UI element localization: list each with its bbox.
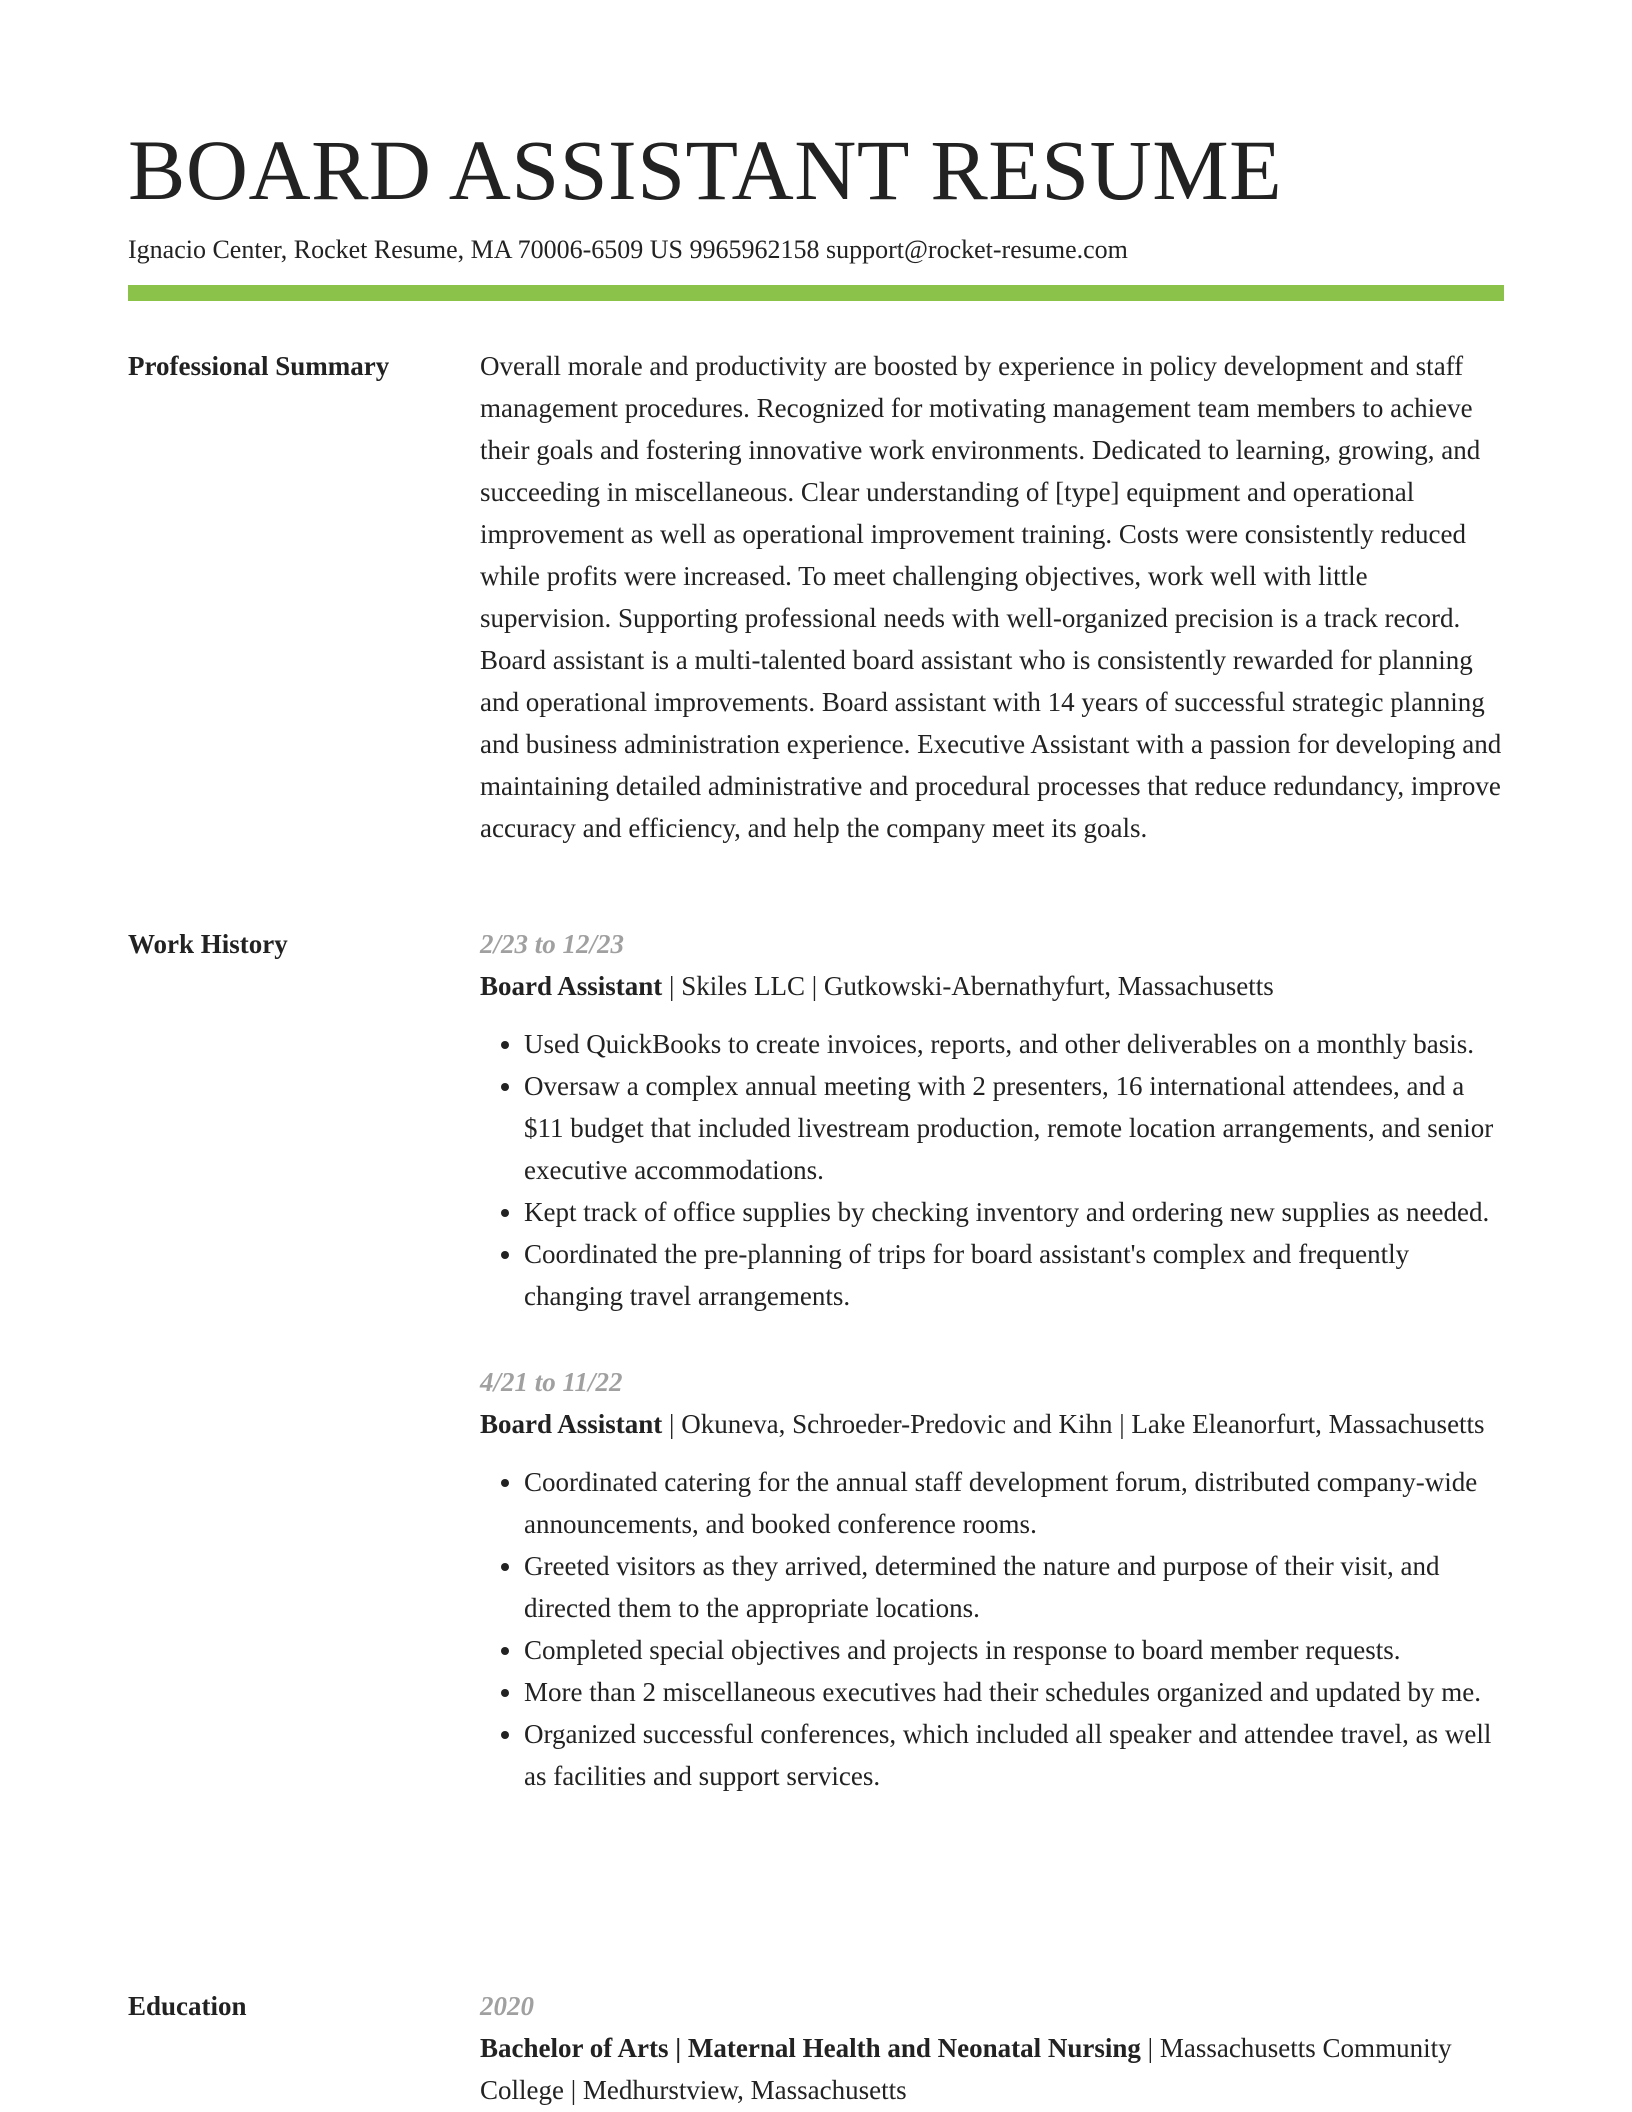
job-entry — [480, 923, 1504, 1317]
work-history-body — [480, 923, 1504, 1797]
job-details: | Okuneva, Schroeder-Predovic and Kihn | Lake Eleanorfurt, Massachusetts — [662, 1409, 1485, 1439]
job-title: Board Assistant — [480, 971, 663, 1001]
section-label-work-history: Work History — [128, 929, 288, 959]
job-bullet: • Used QuickBooks to create invoices, reports, and other deliverables on a monthly basis. — [524, 1023, 1504, 1065]
job-bullet: • Oversaw a complex annual meeting with 2 presenters, 16 international attendees, and a $11 budget that included livestream production, remote location arrangements, and senior executive accommodations. — [524, 1065, 1504, 1191]
job-bullet: • Coordinated the pre-planning of trips for board assistant's complex and frequently changing travel arrangements. — [524, 1233, 1504, 1317]
job-heading — [480, 1403, 1504, 1445]
job-dates: 2/23 to 12/23 — [480, 929, 625, 959]
job-bullet: • Completed special objectives and projects in response to board member requests. — [524, 1629, 1504, 1671]
job-details: | Skiles LLC | Gutkowski-Abernathyfurt, Massachusetts — [662, 971, 1274, 1001]
job-bullet: • Greeted visitors as they arrived, determined the nature and purpose of their visit, and directed them to the appropriate locations. — [524, 1545, 1504, 1629]
education-degree: Bachelor of Arts | Maternal Health and Neonatal Nursing — [480, 2033, 1141, 2063]
education-heading — [480, 2027, 1504, 2111]
section-label-professional-summary: Professional Summary — [128, 351, 390, 381]
section-label-education: Education — [128, 1991, 247, 2021]
job-bullet: • More than 2 miscellaneous executives had their schedules organized and updated by me. — [524, 1671, 1504, 1713]
education-year: 2020 — [480, 1991, 534, 2021]
job-dates: 4/21 to 11/22 — [480, 1367, 623, 1397]
education-body — [480, 1985, 1504, 2111]
accent-divider — [128, 285, 1504, 301]
resume-title: BOARD ASSISTANT RESUME — [128, 122, 1283, 218]
contact-line: Ignacio Center, Rocket Resume, MA 70006-6509 US 9965962158 support@rocket-resume.com — [128, 235, 1128, 264]
job-bullet: • Kept track of office supplies by checking inventory and ordering new supplies as needed. — [524, 1191, 1504, 1233]
education-details: | Massachusetts Community College | Medhurstview, Massachusetts — [480, 2033, 1452, 2105]
job-entry — [480, 1361, 1504, 1797]
job-bullet-list — [480, 1023, 1504, 1317]
job-bullet: • Organized successful conferences, which included all speaker and attendee travel, as well as facilities and support services. — [524, 1713, 1504, 1797]
job-bullet-list — [480, 1461, 1504, 1797]
job-bullet: • Coordinated catering for the annual staff development forum, distributed company-wide announcements, and booked conference rooms. — [524, 1461, 1504, 1545]
job-title: Board Assistant — [480, 1409, 663, 1439]
summary-body — [480, 345, 1504, 849]
summary-text: Overall morale and productivity are boosted by experience in policy development and staff management procedures. Recognized for motivating management team members to achieve their goals and fostering innovative work environments. Dedicated to learning, growing, and succeeding in miscellaneous. Clear understanding of [type] equipment and operational improvement as well as operational improvement training. Costs were consistently reduced while profits were increased. To meet challenging objectives, work well with little supervision. Supporting professional needs with well-organized precision is a track record. Board assistant is a multi-talented board assistant who is consistently rewarded for planning and operational improvements. Board assistant with 14 years of successful strategic planning and business administration experience. Executive Assistant with a passion for developing and maintaining detailed administrative and procedural processes that reduce redundancy, improve accuracy and efficiency, and help the company meet its goals. — [480, 351, 1502, 843]
job-heading — [480, 965, 1504, 1007]
